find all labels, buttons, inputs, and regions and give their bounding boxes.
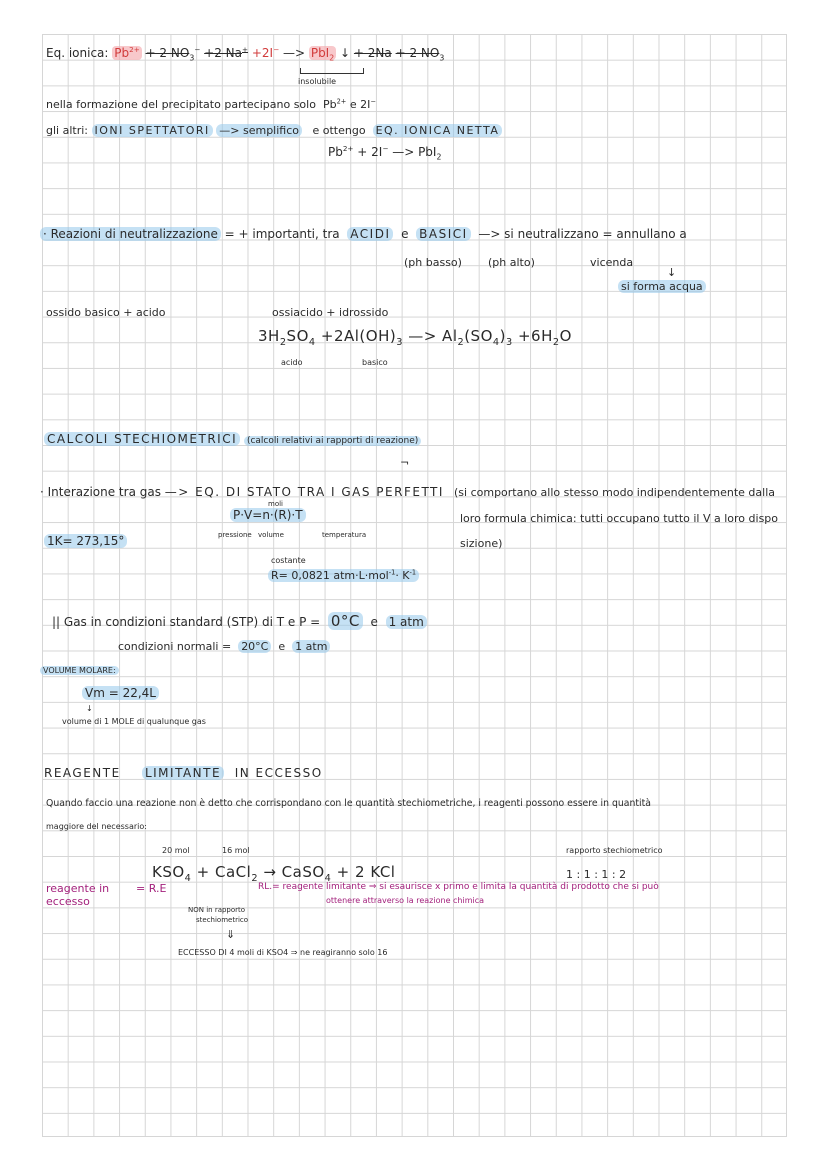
insoluble-brace — [300, 68, 364, 74]
nitrate-term: + 2 $NO_3^-$ — [145, 45, 201, 63]
base-label: basico — [362, 358, 388, 367]
molar-volume-value: Vm = 22,4L — [82, 686, 159, 700]
ionic-eq-label: Eq. ionica: — [46, 46, 109, 60]
non-ratio-label-2: stechiometrico — [196, 916, 249, 924]
ph-high-label: (ph alto) — [488, 256, 535, 269]
limiting-reagent-note-1: RL.= reagente limitante ⇒ si esaurisce x primo e limita la quantità di prodotto che si può — [258, 882, 659, 892]
constant-label: costante — [271, 556, 306, 565]
stoichiometric-ratio: 1 : 1 : 1 : 2 — [566, 868, 627, 881]
temperature-label: temperatura — [322, 531, 367, 539]
basic-oxide-note: ossido basico + acido — [46, 306, 166, 319]
ideal-gas-formula: P·V=n·(R)·T — [230, 508, 306, 522]
r-constant-value: R= 0,0821 $atm\cdot L\cdot mol^{-1}\cdot K^{-1}$ — [268, 569, 419, 582]
ratio-label: rapporto stechiometrico — [566, 846, 663, 855]
double-down-arrow-icon: ⇓ — [226, 928, 236, 941]
vicenda-label: vicenda — [590, 256, 634, 269]
limiting-reagent-note-2: ottenere attraverso la reazione chimica — [326, 896, 485, 905]
normal-conditions-line: condizioni normali = 20°C e 1 atm — [118, 640, 330, 653]
ph-low-label: (ph basso) — [404, 256, 462, 269]
neutralization-line: · Reazioni di neutralizzazione = + importanti, tra ACIDI e BASICI —> si neutralizzano = annullano a — [40, 227, 687, 241]
gas-note-line-1: (si comportano allo stesso modo indipendentemente dalla — [454, 486, 775, 499]
stoichiometry-heading: CALCOLI STECHIOMETRICI (calcoli relativi ai rapporti di reazione) — [44, 432, 421, 447]
grid-paper — [42, 34, 787, 1137]
gas-equation-line: · Interazione tra gas —> EQ. DI STATO TRA I GAS PERFETTI — [40, 485, 444, 499]
limiting-reagent-heading: REAGENTE LIMITANTE IN ECCESSO — [44, 766, 323, 780]
limiting-paragraph-2: maggiore del necessario: — [46, 822, 147, 831]
non-ratio-label-1: NON in rapporto — [188, 906, 246, 914]
oxyacid-hydroxide-label: ossiacido + idrossido — [272, 306, 389, 319]
sodium-product: + 2Na — [353, 46, 392, 60]
re-abbreviation: = R.E — [136, 882, 167, 895]
kelvin-conversion: 1K= 273,15° — [44, 534, 127, 548]
molar-arrow-icon: ↓ — [86, 704, 93, 713]
cursor-mark: ¬ — [400, 456, 410, 469]
pbi2-product: PbI$_2$ — [310, 46, 335, 63]
excess-conclusion: ECCESSO DI 4 moli di KSO4 ⇒ ne reagiranno solo 16 — [178, 948, 388, 957]
molar-volume-note: volume di 1 MOLE di qualunque gas — [62, 717, 206, 726]
moles-20: 20 mol — [162, 846, 190, 855]
limiting-equation: $KSO_4$ + CaCl$_2$ → CaSO$_4$ + 2 KCl — [152, 863, 396, 884]
net-ionic-equation: $Pb^{2+} + 2I^-$ —> PbI$_2$ — [328, 144, 442, 162]
pb-ion: $Pb^{2+}$ — [114, 45, 140, 60]
iodide-term: +2I− — [251, 45, 280, 60]
ionic-equation — [46, 46, 444, 63]
acid-label: acido — [281, 358, 303, 367]
sodium-term: +2 Na+ — [204, 45, 249, 60]
reaction-arrow: —> — [282, 46, 305, 60]
nitrate-product: + 2 $NO_3$ — [395, 46, 445, 63]
molar-volume-label: VOLUME MOLARE: — [40, 666, 119, 676]
neutralization-equation: $3H_2SO_4 +2Al(OH)_3$ —> $Al_2(SO_4)_3 +6H_2O$ — [258, 327, 572, 348]
spectator-ions-note: gli altri: IONI SPETTATORI —> semplifico e ottengo EQ. IONICA NETTA — [46, 124, 502, 137]
excess-reagent-label-1: reagente in — [46, 882, 110, 895]
moles-label: moli — [268, 500, 283, 508]
gas-note-line-3: sizione) — [460, 537, 503, 550]
precipitate-note: nella formazione del precipitato partecipano solo $Pb^{2+}$ e 2I− — [46, 97, 376, 111]
volume-label: volume — [258, 531, 284, 539]
limiting-paragraph-1: Quando faccio una reazione non è detto che corrispondano con le quantità stechiometriche, i reagenti possono essere in quantità — [46, 798, 651, 809]
excess-reagent-label-2: eccesso — [46, 895, 90, 908]
forms-water-label: si forma acqua — [618, 280, 706, 293]
insoluble-label: insolubile — [298, 77, 337, 86]
precipitate-arrow-icon: ↓ — [340, 46, 351, 60]
stp-line: || Gas in condizioni standard (STP) di T e P = 0°C e 1 atm — [52, 612, 427, 630]
down-arrow-icon: ↓ — [667, 266, 677, 279]
pressure-label: pressione — [218, 531, 252, 539]
gas-note-line-2: loro formula chimica: tutti occupano tutto il V a loro dispo — [460, 512, 779, 525]
moles-16: 16 mol — [222, 846, 250, 855]
